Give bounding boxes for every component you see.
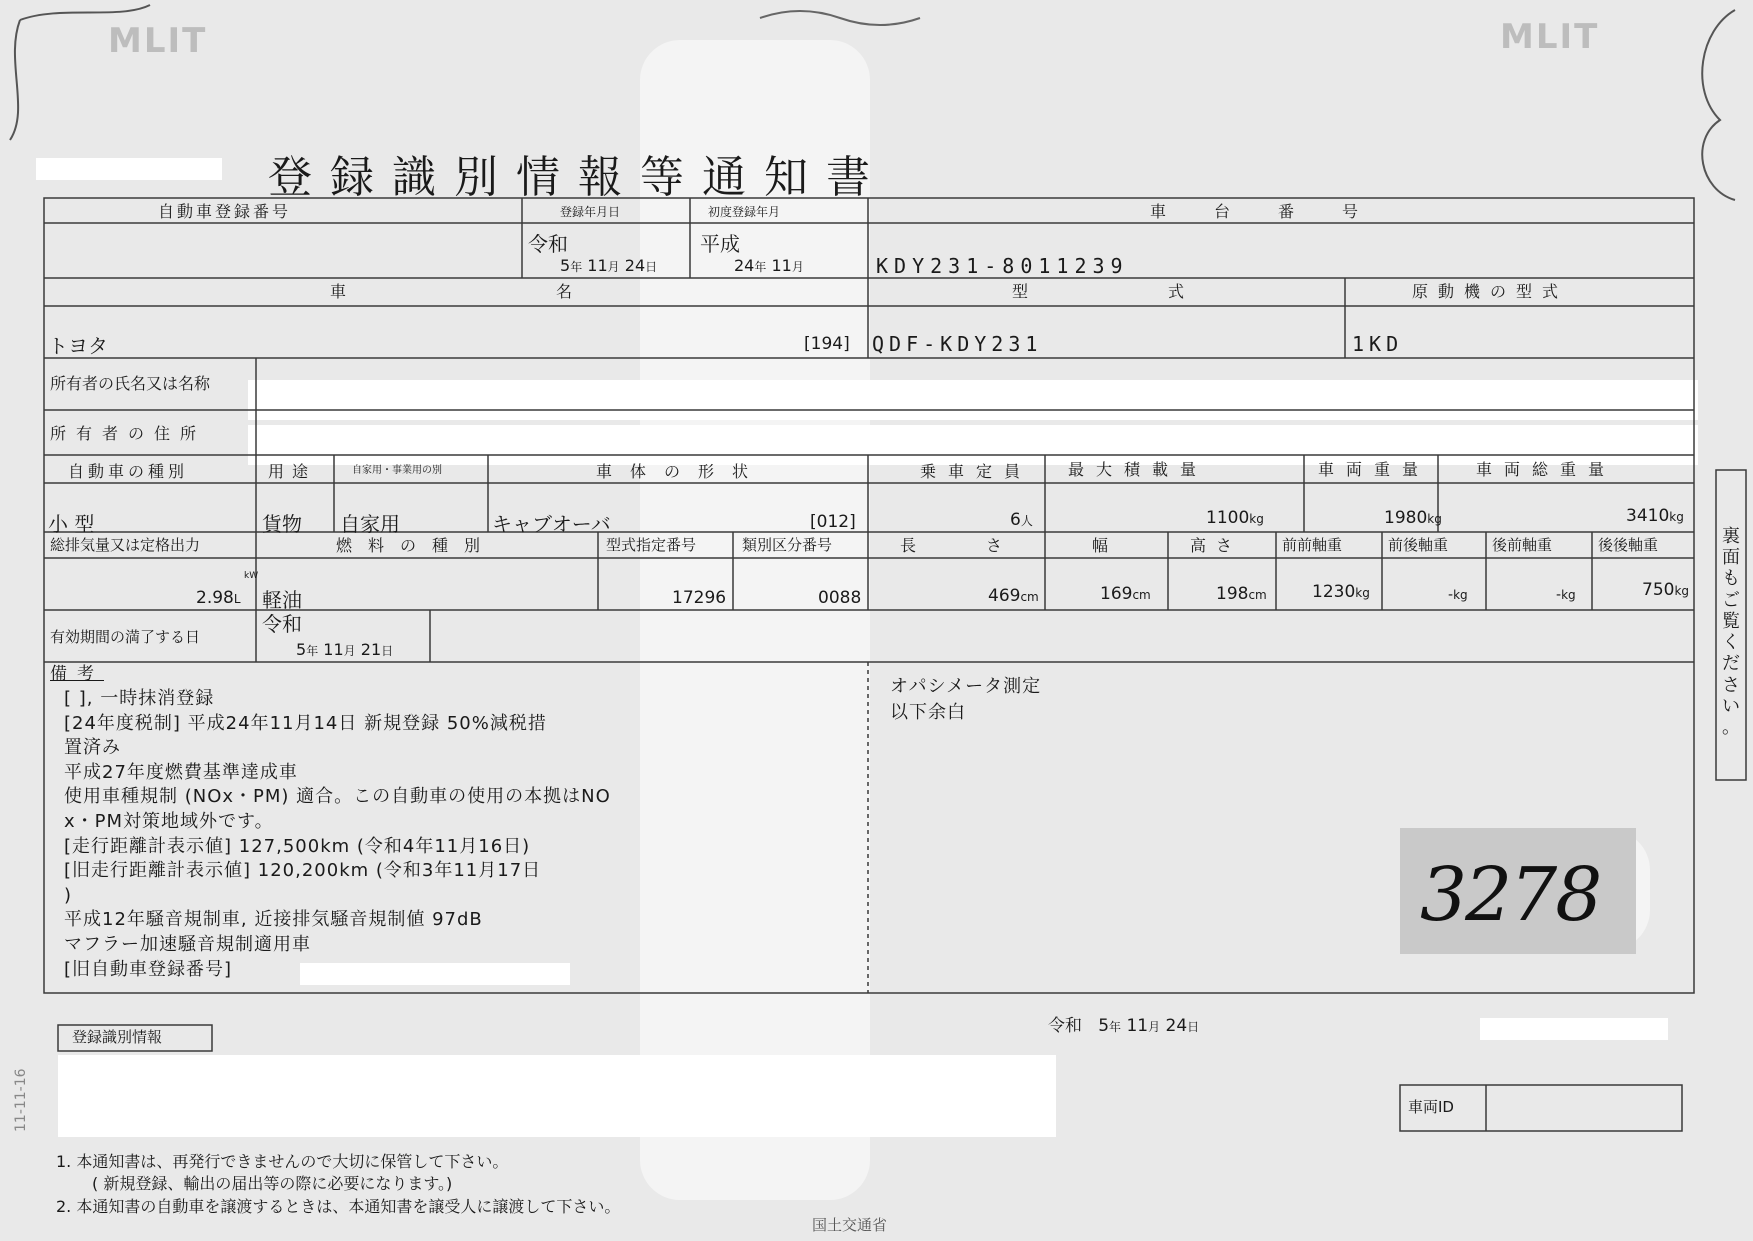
first-reg-value [734,258,804,274]
side-note-char: 面 [1722,547,1740,569]
ff-axle-value [1312,584,1370,601]
label-rr-axle: 後後軸重 [1598,536,1659,554]
gross-weight-value [1626,508,1684,525]
reg-date-value [560,258,657,274]
remarks-line: [走行距離計表示値] 127,500km (令和4年11月16日) [64,835,531,857]
remarks-line: 平成27年度燃費基準達成車 [64,761,298,783]
label-max-load: 最大積載量 [1068,460,1209,479]
reg-date-year: 5 [560,256,571,275]
footnote-1: 1. 本通知書は、再発行できませんので大切に保管して下さい。 [56,1152,509,1171]
gross-weight: 3410 [1626,506,1670,526]
label-owner-address: 所有者の住所 [50,424,207,443]
label-type-designation: 型式指定番号 [606,536,697,554]
unit-cm: cm [1020,590,1039,604]
unit-kg: kg [1453,588,1468,602]
label-model: 型式 [1012,282,1325,301]
issue-date [1048,1018,1199,1035]
issuer: 国土交通省 [812,1216,888,1234]
rf-axle-value [1556,588,1576,602]
handwritten-number: 3278 [1420,852,1601,938]
expiry-era: 令和 [262,612,302,636]
side-note [1719,526,1743,738]
side-note-char: ご [1722,589,1740,611]
label-height: 高さ [1190,536,1243,555]
side-note-char: く [1722,632,1740,654]
label-remarks: 備考 [50,664,104,684]
fuel: 軽油 [262,588,302,612]
remarks-line: 置済み [64,737,121,759]
remarks-line: [24年度税制] 平成24年11月14日 新規登録 50%減税措 [64,712,547,734]
label-engine-model: 原動機の型式 [1412,282,1569,301]
issue-date-era: 令和 [1048,1016,1082,1036]
usage: 貨物 [262,512,302,536]
side-note-char: 。 [1722,717,1740,739]
remarks-line: x・PM対策地域外です。 [64,811,274,832]
model: QDF-KDY231 [872,332,1043,356]
label-body-shape: 車体の形状 [596,462,767,481]
remarks-line: 平成12年騒音規制車, 近接排気騒音規制値 97dB [64,909,483,931]
remarks-line: [ ], 一時抹消登録 [64,688,215,709]
margin-stamp: 11-11-16 [13,1068,29,1132]
label-expiry: 有効期間の満了する日 [50,628,201,646]
label-ff-axle: 前前軸重 [1282,536,1343,554]
label-fuel: 燃料の種別 [336,536,497,555]
car-name: トヨタ [48,334,108,358]
side-note-char: さ [1722,674,1740,696]
width: 169 [1100,584,1133,604]
rf-axle: - [1556,587,1562,603]
ff-axle: 1230 [1312,582,1356,602]
vehicle-kind: 小 型 [48,512,95,536]
label-reg-number: 自動車登録番号 [158,202,292,221]
unit-year: 年 [306,644,319,658]
unit-day: 日 [645,260,658,274]
label-width: 幅 [1092,536,1109,555]
chassis-number: KDY231-8011239 [876,254,1129,278]
expiry-year: 5 [296,640,307,659]
side-note-char: 覧 [1722,610,1740,632]
unit-kg: kg [1669,510,1684,524]
first-reg-year: 24 [734,256,755,275]
first-reg-month: 11 [771,256,792,275]
issue-date-month: 11 [1126,1016,1149,1036]
capacity: 6 [1010,510,1021,530]
label-vehicle-id: 車両ID [1408,1098,1454,1116]
unit-kg: kg [1674,584,1690,598]
unit-kg: kg [1561,588,1576,602]
label-gross-weight: 車両総重量 [1476,460,1617,479]
first-reg-era: 平成 [700,232,740,256]
label-id-info: 登録識別情報 [72,1028,163,1046]
fr-axle-value [1448,588,1468,602]
remarks-line: [旧自動車登録番号] [64,958,233,980]
max-load-value [1206,510,1264,527]
unit-day: 日 [381,644,394,658]
side-note-char: だ [1722,653,1740,675]
remarks-line: マフラー加速騒音規制適用車 [64,934,311,955]
remarks-line: [旧走行距離計表示値] 120,200km (令和3年11月17日 [64,860,542,882]
remarks-right-line: オパシメータ測定 [890,676,1042,697]
vehicle-weight: 1980 [1384,508,1428,528]
expiry-month: 11 [323,640,344,659]
footnote-2: 2. 本通知書の自動車を譲渡するときは、本通知書を譲受人に譲渡して下さい。 [56,1197,621,1216]
unit-kg: kg [1355,586,1370,600]
reg-date-month: 11 [587,256,608,275]
label-vehicle-weight: 車両重量 [1318,460,1431,479]
displacement: 2.98 [196,588,234,608]
label-reg-date: 登録年月日 [560,205,621,219]
remarks-line: ) [64,884,73,906]
label-owner-name: 所有者の氏名又は名称 [50,374,211,393]
body-code: [012] [810,512,856,532]
category-no: 0088 [818,588,862,608]
label-fr-axle: 前後軸重 [1388,536,1449,554]
remarks-line: 使用車種規制 (NOx・PM) 適合。この自動車の使用の本拠はNO [64,786,611,808]
expiry-day: 21 [360,640,382,659]
label-chassis-no: 車台番号 [1150,202,1407,221]
unit-month: 月 [1148,1020,1161,1034]
unit-cm: cm [1248,588,1267,602]
unit-cm: cm [1132,588,1151,602]
label-category-no: 類別区分番号 [742,536,833,554]
label-displacement: 総排気量又は定格出力 [50,536,201,554]
width-value [1100,586,1151,603]
reg-date-day: 24 [624,256,646,275]
unit-person: 人 [1020,514,1033,528]
footnote-1-note: ( 新規登録、輸出の届出等の際に必要になります。) [92,1174,453,1193]
side-note-char: も [1722,568,1740,590]
unit-day: 日 [1187,1020,1200,1034]
unit-kg: kg [1249,512,1264,526]
private-business: 自家用 [340,512,400,536]
mlit-mark-right: MLIT [1500,17,1600,57]
label-private-business: 自家用・事業用の別 [352,465,442,476]
label-usage: 用途 [268,462,317,481]
unit-year: 年 [1109,1020,1122,1034]
label-rf-axle: 後前軸重 [1492,536,1553,554]
reg-date-era: 令和 [528,232,568,256]
side-note-char: 裏 [1722,526,1740,547]
displacement-value [196,590,241,607]
mlit-mark-left: MLIT [108,21,208,61]
unit-kw: kW [244,571,259,581]
unit-kg: kg [1427,512,1442,526]
length-value [988,588,1039,605]
type-designation: 17296 [672,588,727,608]
expiry-value [296,642,393,658]
vehicle-weight-value [1384,510,1442,527]
issue-date-day: 24 [1165,1016,1188,1036]
rr-axle-value [1642,582,1689,599]
label-first-reg: 初度登録年月 [708,205,781,219]
model-code: [194] [804,334,850,354]
side-note-char: い [1722,695,1740,717]
fr-axle: - [1448,587,1454,603]
length: 469 [988,586,1021,606]
engine-model: 1KD [1352,332,1404,356]
unit-month: 月 [343,644,356,658]
label-car-name: 車名 [330,282,783,301]
label-vehicle-kind: 自動車の種別 [68,462,189,481]
label-length: 長さ [900,536,1073,555]
unit-year: 年 [754,260,767,274]
unit-month: 月 [791,260,804,274]
document-title: 登録識別情報等通知書 [268,152,888,203]
height-value [1216,586,1267,603]
unit-l: L [233,592,241,606]
max-load: 1100 [1206,508,1250,528]
unit-month: 月 [607,260,620,274]
remarks-right-line: 以下余白 [890,702,966,723]
rr-axle: 750 [1642,580,1675,600]
body-shape: キャブオーバ [492,512,611,536]
unit-year: 年 [570,260,583,274]
issue-date-year: 5 [1098,1016,1110,1036]
label-capacity: 乗車定員 [920,462,1033,481]
height: 198 [1216,584,1249,604]
capacity-value [1010,512,1033,529]
